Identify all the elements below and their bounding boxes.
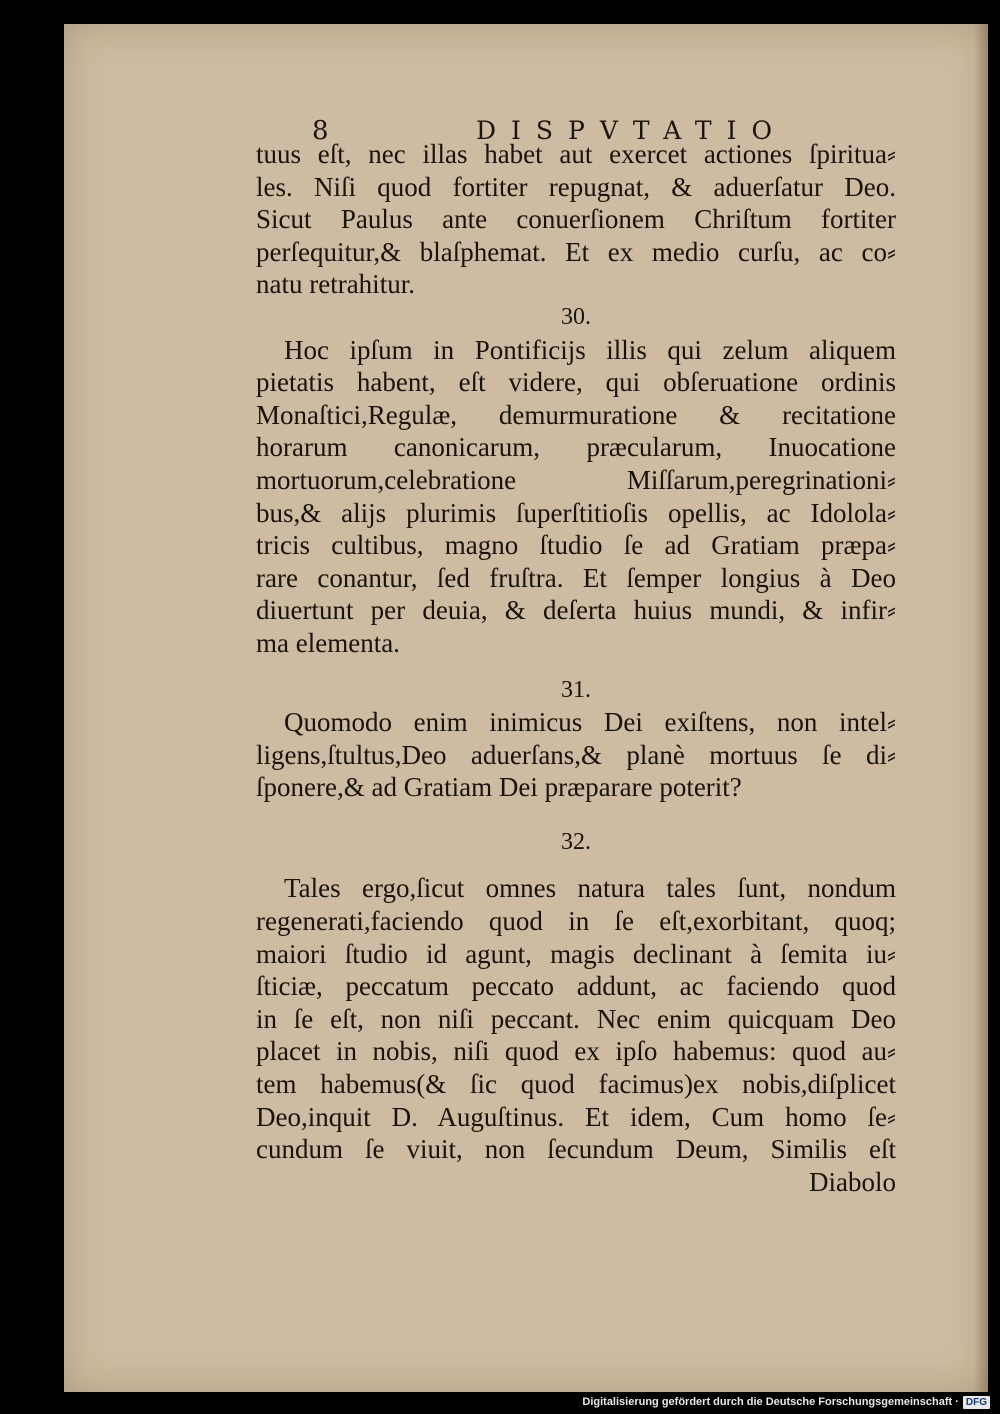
dfg-logo: DFG bbox=[963, 1396, 990, 1409]
text-line: placet in nobis, niſi quod ex ipſo habemus: quod au⸗ bbox=[256, 1036, 896, 1067]
text-line: cundum ſe viuit, non ſecundum Deum, Similis eſt bbox=[256, 1134, 896, 1165]
footer-credit: Digitalisierung gefördert durch die Deutsche Forschungsgemeinschaft · bbox=[582, 1396, 959, 1408]
catchword: Diabolo bbox=[809, 1166, 896, 1197]
text-line: Tales ergo,ſicut omnes natura tales ſunt, nondum bbox=[284, 873, 896, 904]
text-line: rare conantur, ſed fruſtra. Et ſemper longius à Deo bbox=[256, 562, 896, 593]
text-block bbox=[256, 138, 896, 1198]
text-line: ſponere,& ad Gratiam Dei præparare poterit? bbox=[256, 772, 742, 803]
running-head-title: DISPVTATIO bbox=[476, 116, 787, 145]
text-line: ligens,ſtultus,Deo aduerſans,& planè mortuus ſe di⸗ bbox=[256, 739, 896, 770]
text-line: horarum canonicarum, præcularum, Inuocatione bbox=[256, 432, 896, 463]
spacer bbox=[256, 804, 896, 826]
text-line: Deo,inquit D. Auguſtinus. Et idem, Cum homo ſe⸗ bbox=[256, 1101, 896, 1132]
text-line: Monaſtici,Regulæ, demurmuratione & recitatione bbox=[256, 399, 896, 430]
text-line: ma elementa. bbox=[256, 627, 400, 658]
section-number: 31. bbox=[561, 676, 591, 703]
section-number: 32. bbox=[561, 828, 591, 855]
text-line: in ſe eſt, non niſi peccant. Nec enim quicquam Deo bbox=[256, 1003, 896, 1034]
text-line: maiori ſtudio id agunt, magis declinant à ſemita iu⸗ bbox=[256, 938, 896, 969]
page-number: 8 bbox=[312, 116, 329, 146]
text-line: mortuorum,celebratione Miſſarum,peregrinationi⸗ bbox=[256, 464, 896, 495]
text-line: pietatis habent, eſt videre, qui obſeruatione ordinis bbox=[256, 367, 896, 398]
page-edge-shadow bbox=[974, 24, 988, 1392]
text-line: tuus eſt, nec illas habet aut exercet actiones ſpiritua⸗ bbox=[256, 139, 896, 169]
text-line: bus,& alijs plurimis ſuperſtitioſis opellis, ac Idolola⸗ bbox=[256, 497, 896, 528]
spacer bbox=[256, 858, 896, 872]
text-line: regenerati,faciendo quod in ſe eſt,exorbitant, quoq; bbox=[256, 906, 896, 937]
text-line: Quomodo enim inimicus Dei exiſtens, non intel⸗ bbox=[284, 707, 896, 738]
text-line: perſequitur,& blaſphemat. Et ex medio curſu, ac co⸗ bbox=[256, 236, 896, 267]
text-line: les. Niſi quod fortiter repugnat, & aduerſatur Deo. bbox=[256, 171, 896, 202]
section-number: 30. bbox=[561, 303, 591, 330]
spacer bbox=[256, 660, 896, 674]
text-line: tricis cultibus, magno ſtudio ſe ad Gratiam præpa⸗ bbox=[256, 530, 896, 561]
text-line: Hoc ipſum in Pontificijs illis qui zelum aliquem bbox=[284, 334, 896, 365]
text-line: natu retrahitur. bbox=[256, 269, 415, 300]
text-line: diuertunt per deuia, & deſerta huius mundi, & infir⸗ bbox=[256, 595, 896, 626]
text-line: ſticiæ, peccatum peccato addunt, ac faciendo quod bbox=[256, 971, 896, 1002]
digitization-footer bbox=[582, 1394, 990, 1410]
text-line: Sicut Paulus ante conuerſionem Chriſtum fortiter bbox=[256, 204, 896, 235]
text-line: tem habemus(& ſic quod facimus)ex nobis,diſplicet bbox=[256, 1069, 896, 1100]
